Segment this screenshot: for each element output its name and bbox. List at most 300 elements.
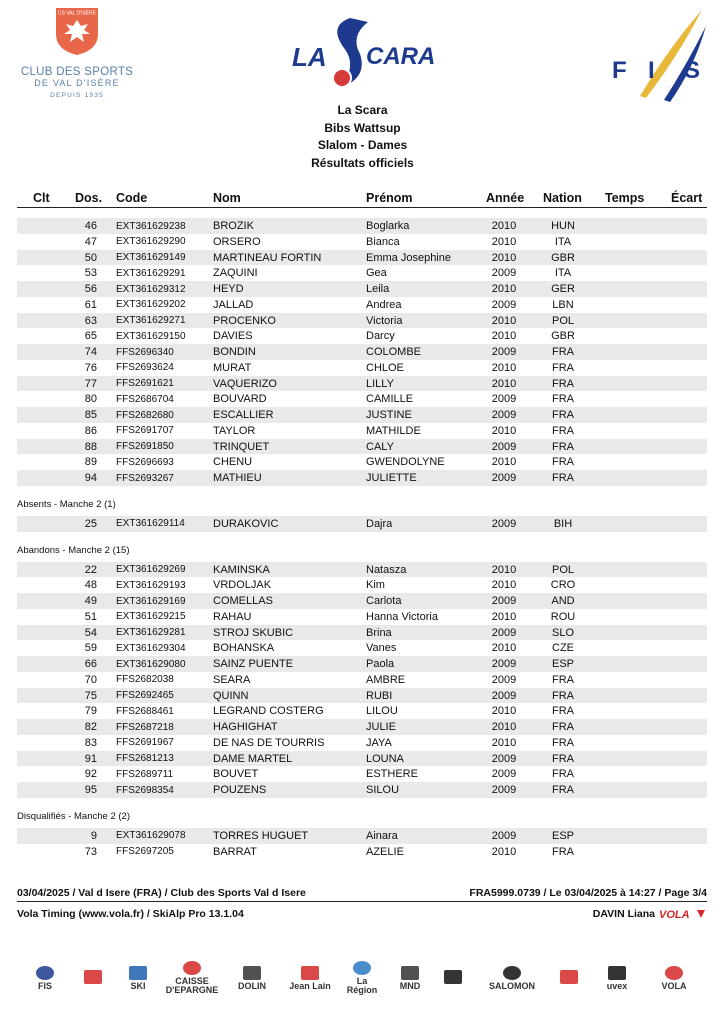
sponsor-name: La Région [346,976,378,995]
first-name: CAMILLE [366,393,414,406]
dolin-icon [228,958,276,998]
ski-club-icon [120,958,156,998]
table-row [17,313,707,329]
last-name: CHENU [213,456,253,469]
table-row [17,577,707,593]
nation-code: AND [551,595,575,607]
bib-number: 49 [84,595,97,607]
first-name: LILOU [366,705,398,718]
section-label [17,798,707,828]
bib-number: 83 [84,736,97,749]
competitor-code: FFS2696340 [116,346,174,358]
nation-code: FRA [552,393,574,406]
table-row [17,328,707,344]
nation-code: FRA [552,705,574,718]
competitor-code: FFS2681213 [116,753,174,764]
nation-code: POL [551,314,574,327]
nation-code: ESP [551,658,574,670]
birth-year: 2010 [491,845,517,858]
table-row [17,439,707,455]
bib-number: 48 [84,579,97,592]
last-name: RAHAU [213,610,252,623]
table-row [17,391,707,407]
bib-number: 73 [84,845,97,858]
bib-number: 92 [84,768,97,781]
competitor-code: FFS2693624 [116,362,174,374]
first-name: Darcy [366,330,395,343]
savoie-icon [552,958,586,998]
bib-number: 77 [84,377,97,390]
last-name: TRINQUET [213,440,270,453]
table-row [17,625,707,641]
nation-code: FRA [552,472,574,484]
bib-number: 80 [84,393,97,406]
nation-code: GBR [551,251,575,264]
nation-code: FRA [552,845,574,858]
club-since: DEPUIS 1935 [50,92,104,99]
race-sponsor: Bibs Wattsup [324,120,401,135]
last-name: MATHIEU [213,472,262,484]
results-status: Résultats officiels [311,155,414,170]
competitor-code: FFS2692465 [116,690,174,701]
birth-year: 2009 [491,440,517,453]
competitor-code: EXT361629202 [116,299,186,311]
last-name: BOUVET [213,768,259,781]
first-name: Emma Josephine [366,251,451,264]
nation-code: FRA [552,456,574,469]
footer-event-info: 03/04/2025 / Val d Isere (FRA) / Club des Sports Val d Isere [17,887,306,899]
competitor-code: FFS2689711 [116,768,174,780]
table-row [17,250,707,266]
birth-year: 2010 [491,579,517,592]
last-name: DE NAS DE TOURRIS [213,736,325,749]
bib-number: 54 [84,626,97,639]
bib-number: 66 [84,658,97,670]
competitor-code: FFS2696693 [116,456,174,468]
first-name: Natasza [366,563,407,576]
nation-code: FRA [552,752,574,765]
birth-year: 2010 [491,563,517,576]
last-name: HAGHIGHAT [213,721,278,733]
nation-code: FRA [552,736,574,749]
birth-year: 2009 [491,689,517,702]
table-row [17,703,707,719]
first-name: AZELIE [366,845,404,858]
birth-year: 2009 [491,409,517,421]
section-label-text: Disqualifiés - Manche 2 (2) [17,810,130,822]
col-clt: Clt [33,191,50,205]
birth-year: 2010 [491,251,517,264]
last-name: COMELLAS [213,595,273,607]
nation-code: FRA [552,346,574,358]
competitor-code: EXT361629149 [116,252,186,263]
bib-number: 47 [84,235,97,248]
col-temps: Temps [605,191,645,205]
fis-icon [28,958,62,998]
competitor-code: EXT361629238 [116,220,186,232]
competitor-code: FFS2691621 [116,378,174,389]
last-name: DAVIES [213,330,253,343]
table-row [17,672,707,688]
nation-code: CZE [552,642,574,655]
nation-code: FRA [552,768,574,781]
bib-number: 74 [84,346,97,358]
col-annee: Année [486,191,525,205]
birth-year: 2009 [491,517,517,530]
competitor-code: EXT361629281 [116,627,186,638]
bib-number: 50 [84,251,97,264]
competitor-code: EXT361629312 [116,283,186,295]
birth-year: 2009 [491,472,517,484]
first-name: MATHILDE [366,424,421,437]
nation-code: FRA [552,361,574,374]
vola-icon [648,958,700,998]
last-name: SEARA [213,673,251,686]
club-name: CLUB DES SPORTS [20,66,134,78]
competitor-code: FFS2691707 [116,425,174,437]
svg-text:CARA: CARA [366,43,436,70]
birth-year: 2010 [491,705,517,718]
table-row [17,688,707,704]
title-block [0,102,725,172]
birth-year: 2009 [491,829,517,842]
nation-code: GER [551,283,575,295]
nation-code: ROU [550,610,576,623]
sponsor-name: VOLA [661,980,687,991]
birth-year: 2010 [491,361,517,374]
bib-number: 63 [84,314,97,327]
bib-number: 9 [90,829,97,842]
table-row [17,454,707,470]
col-dos: Dos. [75,191,103,205]
birth-year: 2010 [491,220,517,232]
table-row [17,218,707,234]
table-row [17,360,707,376]
bib-number: 95 [84,784,97,796]
table-row [17,562,707,578]
footer-event-line [17,886,707,902]
nation-code: FRA [552,377,574,390]
first-name: JAYA [366,736,392,749]
competitor-code: EXT361629080 [116,658,186,670]
table-row [17,265,707,281]
last-name: LEGRAND COSTERG [213,705,324,718]
first-name: Paola [366,658,395,670]
salomon-icon [480,958,544,998]
footer-page-info: FRA5999.0739 / Le 03/04/2025 à 14:27 / Page 3/4 [469,887,707,899]
birth-year: 2010 [491,283,517,295]
bib-number: 89 [84,456,97,469]
first-name: Brina [366,626,392,639]
last-name: PROCENKO [213,314,276,327]
first-name: Kim [366,579,385,592]
first-name: JULIETTE [366,472,417,484]
bib-number: 59 [84,642,97,655]
first-name: GWENDOLYNE [366,456,445,469]
competitor-code: EXT361629304 [116,642,186,654]
table-row [17,844,707,860]
nation-code: FRA [552,424,574,437]
bib-number: 91 [84,752,97,765]
sponsor-name: MND [399,980,421,991]
competitor-code: FFS2691967 [116,737,174,749]
birth-year: 2009 [491,346,517,358]
shield-icon [54,6,100,56]
last-name: SAINZ PUENTE [213,658,294,670]
col-prenom: Prénom [366,191,413,205]
first-name: Hanna Victoria [366,610,438,623]
mnd-icon [392,958,428,998]
nation-code: SLO [551,626,574,639]
first-name: Ainara [366,829,398,842]
nation-code: FRA [552,673,574,686]
last-name: MARTINEAU FORTIN [213,251,322,264]
table-row [17,376,707,392]
first-name: CHLOE [366,361,404,374]
competitor-code: EXT361629078 [116,830,186,842]
last-name: HEYD [213,283,244,295]
competitor-code: EXT361629269 [116,564,186,575]
bib-number: 65 [84,330,97,343]
last-name: BARRAT [213,845,257,858]
sponsor-name: uvex [606,980,628,991]
birth-year: 2010 [491,610,517,623]
sponsor-name: DOLIN [238,980,266,991]
sponsor-bar [28,958,708,998]
competitor-code: EXT361629193 [116,579,186,591]
bib-number: 51 [84,610,97,623]
footer-timing-info: Vola Timing (www.vola.fr) / SkiAlp Pro 13.1.04 [17,908,244,920]
last-name: JALLAD [213,298,254,311]
nation-code: FRA [552,440,574,453]
first-name: Gea [366,267,387,280]
section-label [17,532,707,562]
birth-year: 2009 [491,298,517,311]
first-name: Leila [366,283,390,295]
first-name: JUSTINE [366,409,412,421]
nation-code: ITA [554,267,572,280]
competitor-code: EXT361629114 [116,518,185,530]
ffs-icon [76,958,110,998]
nation-code: ESP [551,829,574,842]
uvex-icon [596,958,638,998]
last-name: DURAKOVIC [213,517,279,530]
last-name: BOUVARD [213,393,267,406]
competitor-code: FFS2688461 [116,705,174,717]
la-scara-logo [288,8,438,98]
svg-text:LA: LA [292,42,327,72]
competitor-code: FFS2687218 [116,721,174,733]
first-name: CALY [366,440,394,453]
first-name: Carlota [366,595,402,607]
table-row [17,470,707,486]
birth-year: 2010 [491,377,517,390]
bib-number: 70 [84,673,97,686]
vola-icon [659,907,707,921]
bib-number: 61 [84,298,97,311]
last-name: TAYLOR [213,424,256,437]
club-sub: DE VAL D'ISÈRE [34,78,120,88]
caisse-epargne-icon [166,958,218,998]
race-name: La Scara [337,103,388,117]
competitor-code: EXT361629169 [116,595,186,607]
last-name: ZAQUINI [213,267,258,280]
table-row [17,234,707,250]
results-table [17,218,707,859]
fis-logo [610,6,708,102]
last-name: BONDIN [213,346,256,358]
sponsor-name: FIS [37,980,52,991]
birth-year: 2009 [491,752,517,765]
col-nation: Nation [543,191,582,205]
last-name: BROZIK [213,220,254,232]
competitor-code: FFS2682038 [116,674,174,686]
competitor-code: EXT361629150 [116,330,186,342]
birth-year: 2009 [491,393,517,406]
bib-number: 76 [84,361,97,374]
birth-year: 2010 [491,642,517,655]
last-name: TORRES HUGUET [213,829,309,842]
shield-text: CS VAL D'ISÈRE [57,10,97,17]
bib-number: 56 [84,283,97,295]
competitor-code: EXT361629271 [116,315,186,326]
birth-year: 2009 [491,784,517,796]
nation-code: GBR [551,330,575,343]
last-name: ORSERO [213,235,261,248]
col-ecart: Écart [671,191,703,205]
sponsor-name: SKI [130,980,146,991]
table-row [17,656,707,672]
birth-year: 2009 [491,658,517,670]
first-name: Andrea [366,298,402,311]
section-label [17,486,707,516]
table-row [17,735,707,751]
table-row [17,423,707,439]
nation-code: FRA [552,409,574,421]
last-name: ESCALLIER [213,409,274,421]
nation-code: HUN [551,220,575,232]
first-name: Dajra [366,517,393,530]
competitor-code: FFS2682680 [116,409,174,421]
bib-number: 82 [84,721,97,733]
race-discipline: Slalom - Dames [317,138,408,152]
sponsor-name: CAISSE D'EPARGNE [165,976,219,995]
first-name: Vanes [366,642,397,655]
birth-year: 2010 [491,456,517,469]
last-name: DAME MARTEL [213,752,293,765]
birth-year: 2009 [491,267,517,280]
playstation-icon [438,958,468,998]
bib-number: 46 [84,220,97,232]
table-row [17,751,707,767]
first-name: LILLY [366,377,394,390]
competitor-code: FFS2697205 [116,846,174,857]
first-name: Boglarka [366,220,410,232]
nation-code: LBN [552,298,574,311]
bib-number: 85 [84,409,97,421]
birth-year: 2010 [491,736,517,749]
birth-year: 2009 [491,595,517,607]
bib-number: 86 [84,424,97,437]
nation-code: CRO [550,579,576,592]
section-label-text: Absents - Manche 2 (1) [17,498,116,510]
competitor-code: FFS2693267 [116,472,174,484]
column-header [17,188,707,208]
club-des-sports-logo [18,6,136,106]
table-row [17,407,707,423]
svg-text:I: I [648,57,655,84]
bib-number: 88 [84,440,97,453]
bib-number: 75 [84,689,97,702]
birth-year: 2010 [491,424,517,437]
vola-badge-text: VOLA [659,909,690,921]
birth-year: 2009 [491,768,517,781]
first-name: JULIE [366,721,396,733]
birth-year: 2009 [491,673,517,686]
bib-number: 25 [84,517,97,530]
last-name: QUINN [213,689,249,702]
col-code: Code [116,191,148,205]
sponsor-name: Jean Lain [289,980,331,991]
nation-code: ITA [554,235,572,248]
bib-number: 53 [84,267,97,280]
table-row [17,640,707,656]
competitor-code: FFS2691850 [116,441,174,452]
competitor-code: EXT361629290 [116,236,186,248]
table-row [17,782,707,798]
table-row [17,828,707,844]
table-row [17,609,707,625]
birth-year: 2009 [491,626,517,639]
nation-code: FRA [552,721,574,733]
first-name: SILOU [366,784,400,796]
last-name: KAMINSKA [213,563,270,576]
svg-text:S: S [684,57,701,84]
svg-text:F: F [612,57,627,84]
competitor-code: FFS2698354 [116,784,174,796]
competitor-code: FFS2686704 [116,393,174,405]
region-icon [342,958,382,998]
birth-year: 2010 [491,330,517,343]
footer-timing-line [17,907,707,923]
birth-year: 2010 [491,721,517,733]
first-name: Victoria [366,314,403,327]
first-name: RUBI [366,689,393,702]
table-row [17,593,707,609]
first-name: Bianca [366,235,400,248]
table-row [17,516,707,532]
table-row [17,719,707,735]
table-row [17,766,707,782]
first-name: AMBRE [366,673,406,686]
table-row [17,297,707,313]
last-name: STROJ SKUBIC [213,626,294,639]
last-name: VAQUERIZO [213,377,277,390]
col-nom: Nom [213,191,241,205]
last-name: BOHANSKA [213,642,275,655]
last-name: MURAT [213,361,252,374]
competitor-code: EXT361629215 [116,611,186,623]
birth-year: 2010 [491,235,517,248]
footer-operator: DAVIN Liana [592,908,655,920]
competitor-code: EXT361629291 [116,267,186,279]
sponsor-name: SALOMON [489,980,535,991]
table-row [17,281,707,297]
first-name: LOUNA [366,752,404,765]
nation-code: FRA [552,689,574,702]
bib-number: 94 [84,472,97,484]
jean-lain-icon [288,958,332,998]
